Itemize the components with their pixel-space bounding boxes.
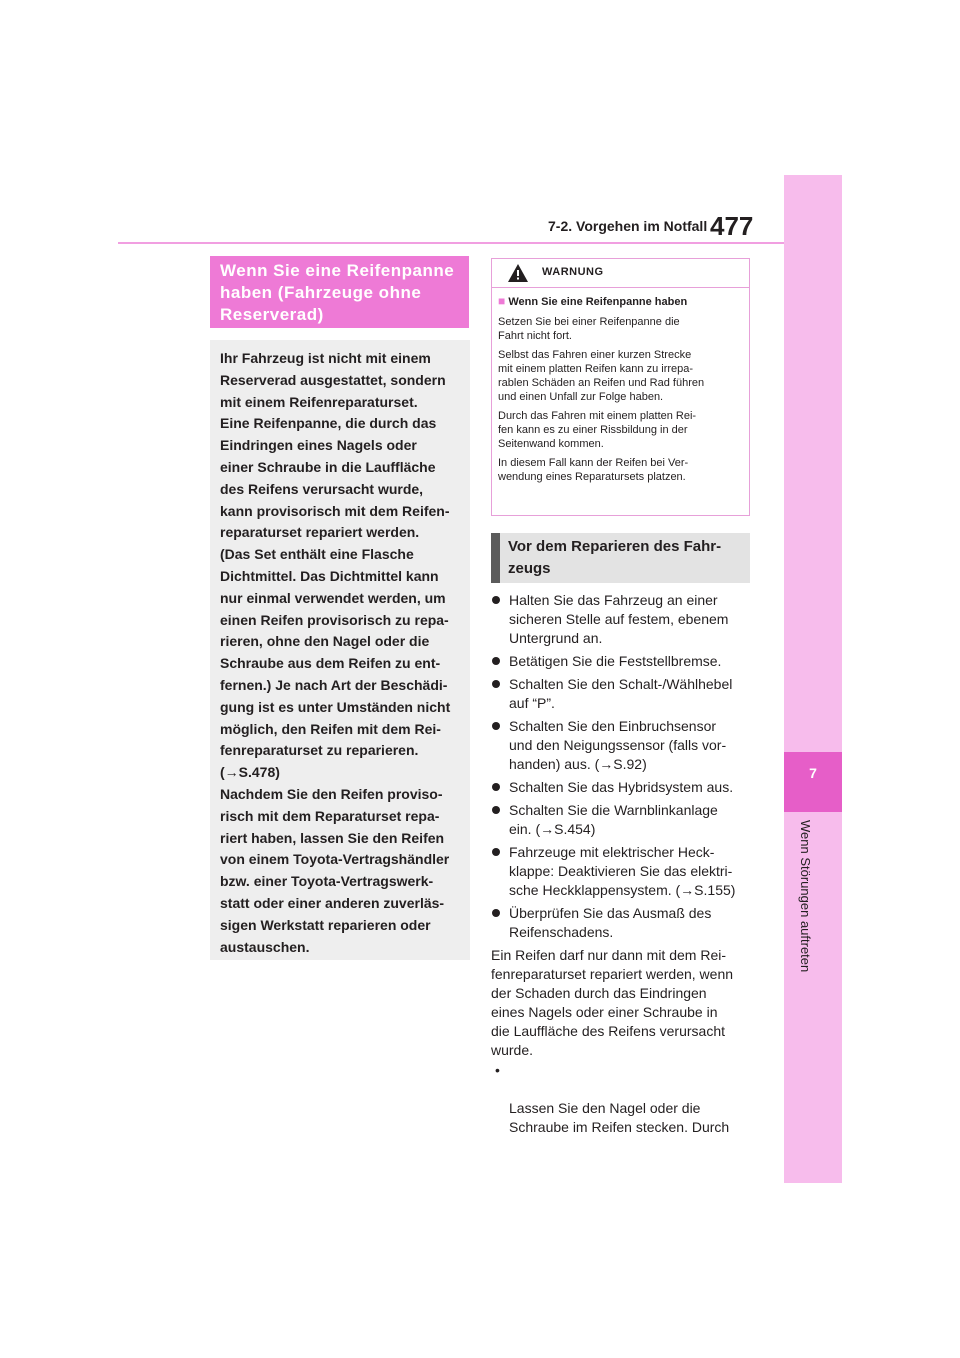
list-item [491,778,756,797]
list-item-text: Überprüfen Sie das Ausmaß des Reifenschadens. [509,905,712,940]
list-item-text: Fahrzeuge mit elektrischer Heck- klappe: Deaktivieren Sie das elektri- sche Heckklappensystem. (→S.155) [509,844,736,898]
list-item-text: Schalten Sie die Warnblinkanlage ein. (→S.454) [509,802,718,837]
warning-paragraph: Selbst das Fahren einer kurzen Strecke mit einem platten Reifen kann zu irrepa- rablen Schäden an Reifen und Rad führen und einen Unfall zur Folge haben. [498,349,705,403]
list-item-text: Halten Sie das Fahrzeug an einer sicheren Stelle auf festem, ebenem Untergrund an. [509,592,729,646]
list-item-text: Betätigen Sie die Feststellbremse. [509,653,722,669]
before-repair-heading [491,533,750,583]
list-item [491,675,756,713]
list-item-text: Schalten Sie den Schalt-/Wählhebel auf “P”. [509,676,733,711]
chapter-number-tab [784,752,842,812]
warning-paragraph: In diesem Fall kann der Reifen bei Ver- wendung eines Reparatursets platzen. [498,457,689,483]
list-item [491,904,756,942]
chapter-title: Wenn Störungen auftreten [798,820,813,973]
repair-kit-info-text: Ihr Fahrzeug ist nicht mit einem Reserverad ausgestattet, sondern mit einem Reifenreparaturset. Eine Reifenpanne, die durch das Eindringen eines Nagels oder einer Schraube in die Lauffläche des Reifens verursacht wurde, kann provisorisch mit dem Reifen- reparaturset repariert werden. (Das Set enthält eine Flasche Dichtmittel. Das Dichtmittel kann nur einmal verwendet werden, um einen Reifen provisorisch zu repa- rieren, ohne den Nagel oder die Schraube aus dem Reifen zu ent- fernen.) Je nach Art der Beschädi- gung ist es unter Umständen nicht möglich, den Reifen mit dem Rei- fenreparaturset zu reparieren. (→S.478) Nachdem Sie den Reifen proviso- risch mit dem Reparaturset repa- riert haben, lassen Sie den Reifen von einem Toyota-Vertragshändler bzw. einer Toyota-Vertragswerk- statt oder einer anderen zuverläs- sigen Werkstatt reparieren oder austauschen. [220,350,451,955]
bullet-dot-icon [492,680,500,688]
chapter-side-tab [784,175,842,1183]
header-rule [118,242,784,244]
warning-box [491,258,750,516]
list-item [491,717,756,774]
preparation-steps-list [491,591,756,946]
warning-header [492,259,749,288]
section-title: 7-2. Vorgehen im Notfall [548,218,708,234]
chapter-number: 7 [809,765,817,781]
warning-subheading-text: Wenn Sie eine Reifenpanne haben [508,296,688,308]
warning-label: WARNUNG [542,266,604,278]
list-item [491,843,756,900]
warning-triangle-icon [507,263,529,283]
bullet-dot-icon [492,722,500,730]
repair-kit-info-box [210,340,470,960]
page-number: 477 [710,211,754,241]
before-repair-heading-text: Vor dem Reparieren des Fahr- zeugs [508,538,722,577]
list-item [491,801,756,839]
list-item [491,591,756,648]
bullet-dot-icon [492,657,500,665]
bullet-dot-icon [492,783,500,791]
sub-bullet-text: Lassen Sie den Nagel oder die Schraube im Reifen stecken. Durch [509,1100,730,1135]
square-bullet-icon: ■ [498,294,506,308]
warning-subheading [498,294,743,309]
list-item-text: Schalten Sie den Einbruchsensor und den Neigungssensor (falls vor- handen) aus. (→S.92) [509,718,727,772]
bullet-dot-icon [492,909,500,917]
warning-body [492,288,749,484]
bullet-dot-icon [492,848,500,856]
warning-paragraph: Setzen Sie bei einer Reifenpanne die Fahrt nicht fort. [498,316,680,342]
bullet-dot-icon [492,806,500,814]
bullet-dot-icon [492,596,500,604]
flat-tire-heading: Wenn Sie eine Reifenpanne haben (Fahrzeuge ohne Reserverad) [210,256,469,328]
warning-paragraph: Durch das Fahren mit einem platten Rei- fen kann es zu einer Rissbildung in der Seitenwand kommen. [498,410,697,450]
damage-paragraph: Ein Reifen darf nur dann mit dem Rei- fenreparaturset repariert werden, wenn der Schaden durch das Eindringen eines Nagels oder einer Schraube in die Lauffläche des Reifens verursacht wurde. [491,947,734,1058]
list-item-text: Schalten Sie das Hybridsystem aus. [509,779,734,795]
list-item [491,652,756,671]
sub-bullet-marker: • [495,1062,500,1078]
sub-bullet [491,1061,756,1137]
